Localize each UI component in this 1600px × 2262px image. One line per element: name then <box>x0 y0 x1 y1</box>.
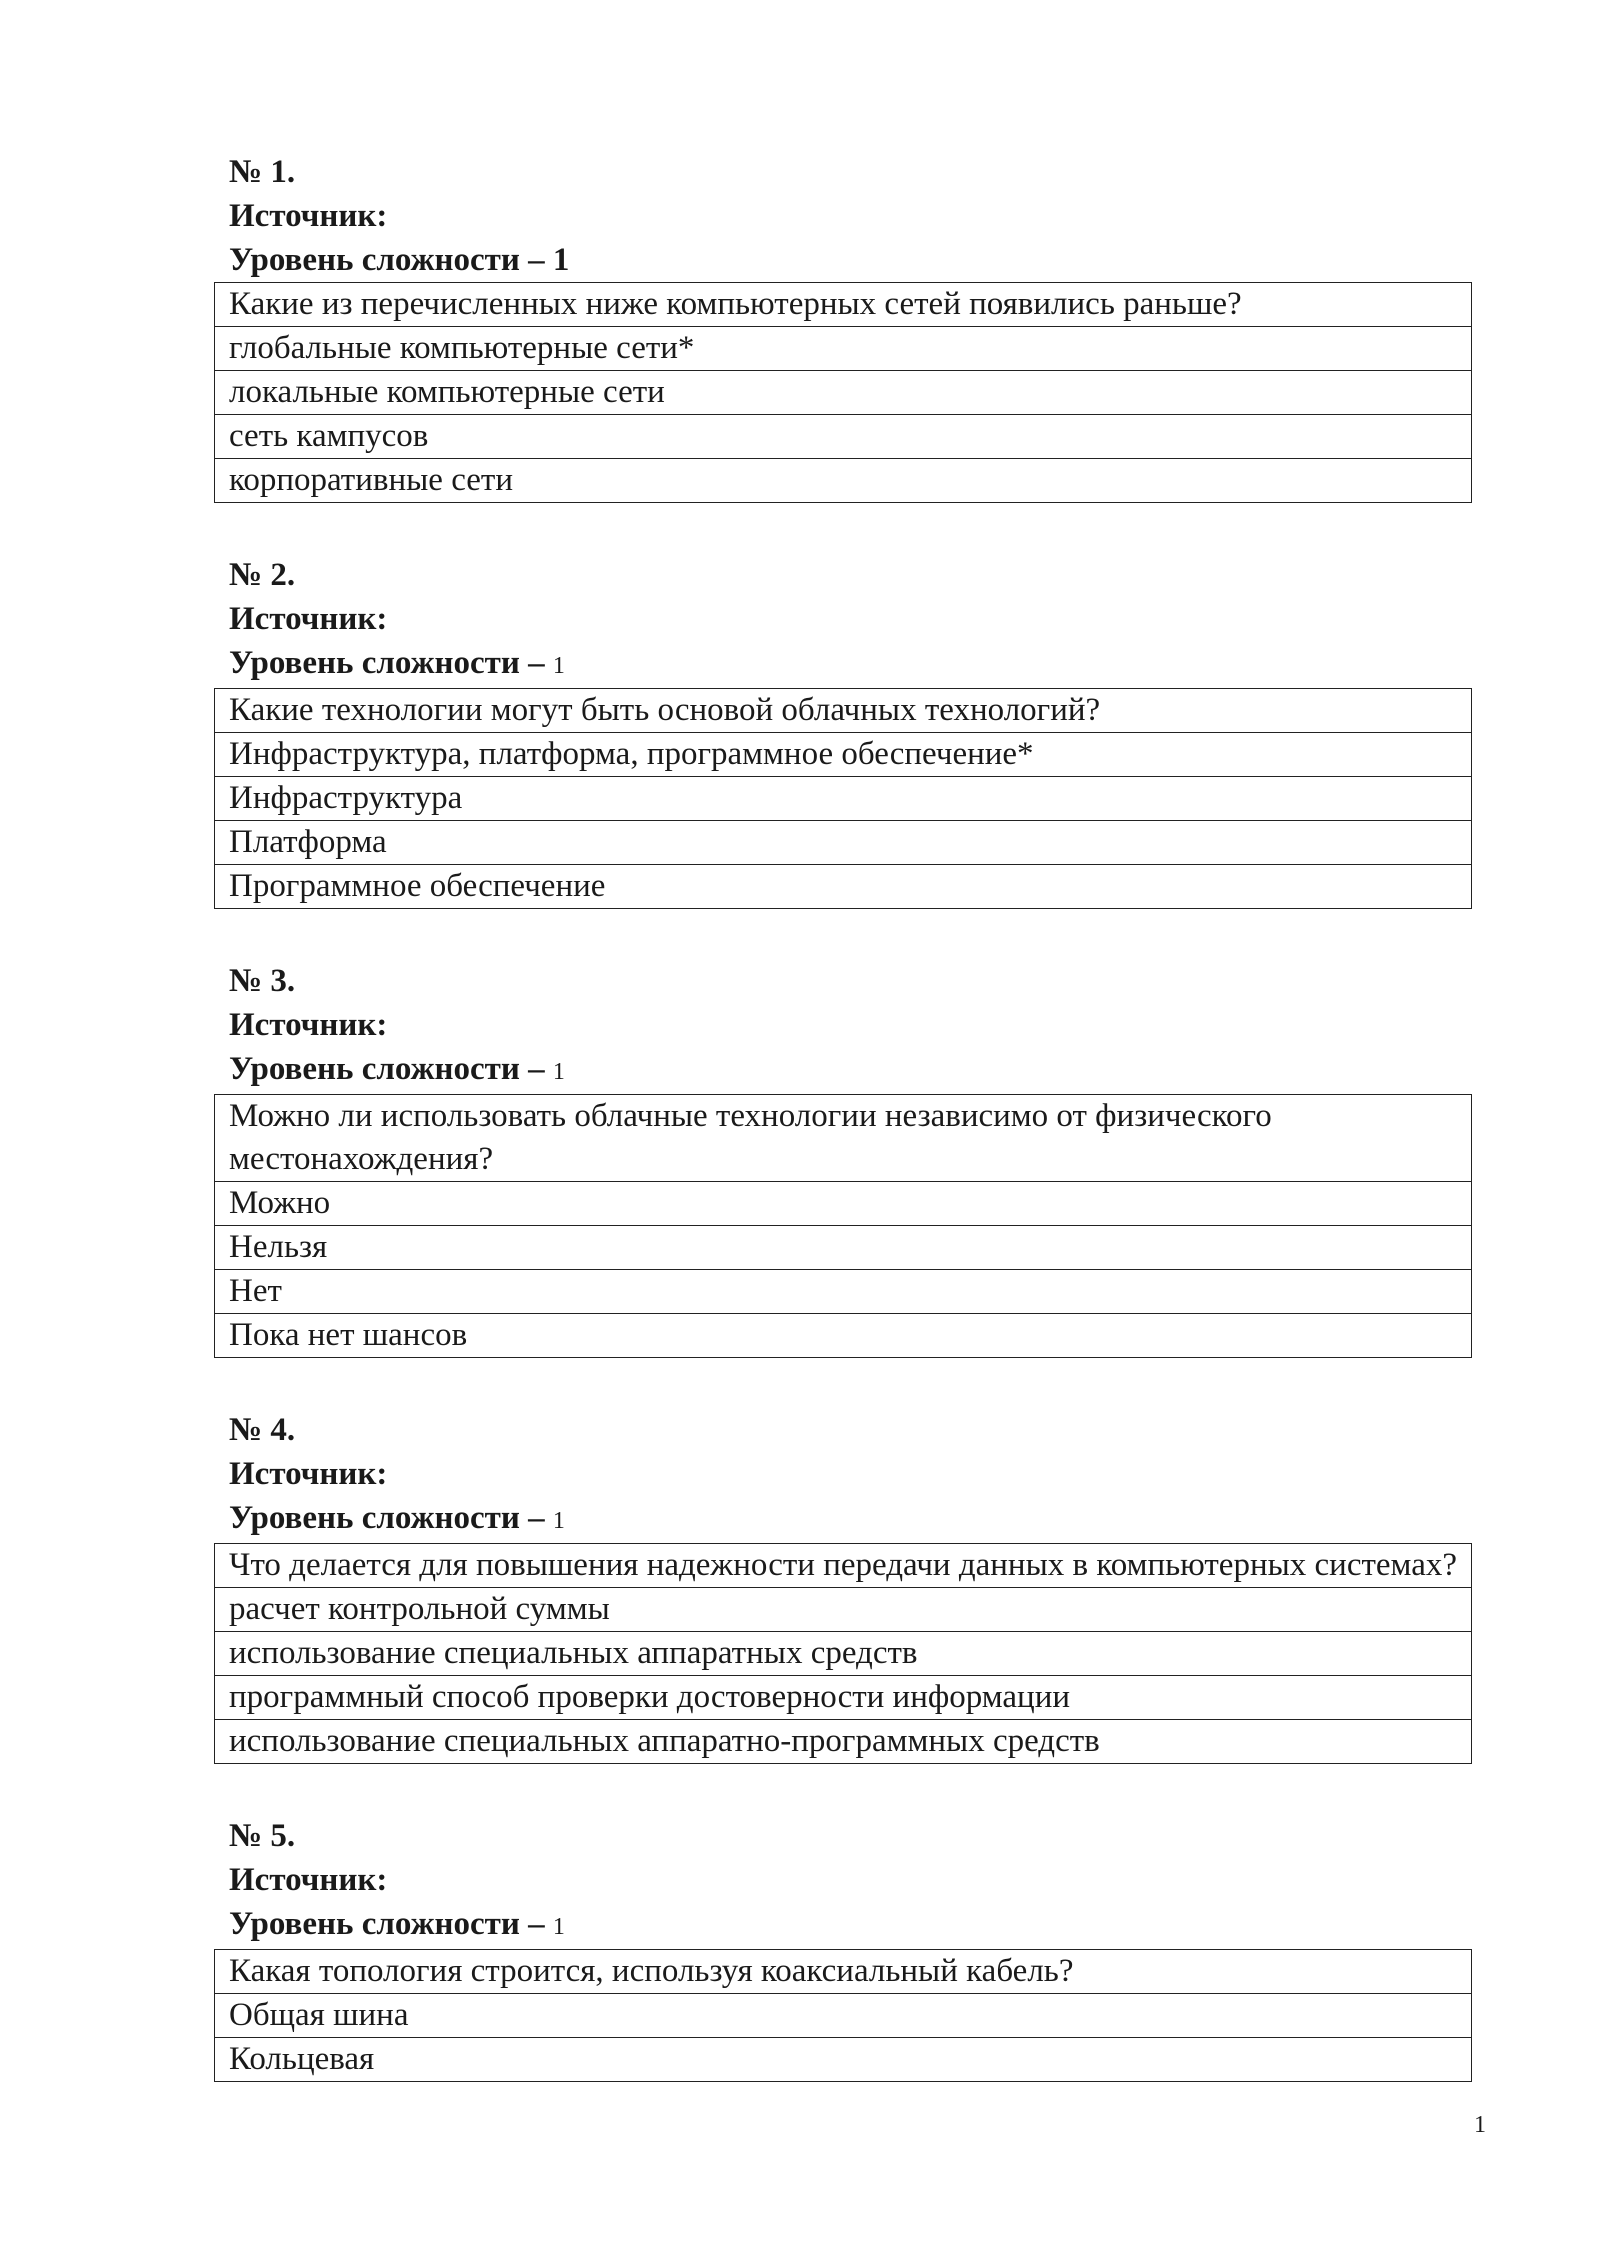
question-block <box>214 1814 1472 2082</box>
table-row-answer <box>215 1588 1472 1632</box>
question-table <box>214 282 1472 503</box>
answer-option: использование специальных аппаратных средств <box>215 1632 1472 1676</box>
answer-option: использование специальных аппаратно-программных средств <box>215 1720 1472 1764</box>
question-source-label: Источник: <box>229 601 388 637</box>
question-source-label: Источник: <box>229 1456 388 1492</box>
question-table <box>214 1949 1472 2082</box>
question-text: Можно ли использовать облачные технологии независимо от физического местонахождения? <box>215 1095 1472 1182</box>
table-row-question <box>215 1095 1472 1182</box>
question-text: Какая топология строится, используя коаксиальный кабель? <box>215 1950 1472 1994</box>
question-text: Что делается для повышения надежности передачи данных в компьютерных системах? <box>215 1544 1472 1588</box>
table-row-answer <box>215 1676 1472 1720</box>
question-level-line <box>214 238 1472 282</box>
level-value: 1 <box>552 653 565 679</box>
level-value: 1 <box>552 1914 565 1940</box>
table-row-answer <box>215 2038 1472 2082</box>
question-table <box>214 1094 1472 1358</box>
answer-option: Нет <box>215 1270 1472 1314</box>
table-row-answer <box>215 1632 1472 1676</box>
question-number: № 5. <box>229 1818 296 1854</box>
answer-option: программный способ проверки достоверности информации <box>215 1676 1472 1720</box>
table-row-answer <box>215 415 1472 459</box>
level-value: 1 <box>552 1508 565 1534</box>
answer-option: Можно <box>215 1182 1472 1226</box>
question-table <box>214 688 1472 909</box>
question-number: № 3. <box>229 963 296 999</box>
answer-option: Общая шина <box>215 1994 1472 2038</box>
answer-option: Пока нет шансов <box>215 1314 1472 1358</box>
table-row-answer <box>215 1720 1472 1764</box>
question-level-line <box>214 1902 1472 1949</box>
question-number: № 2. <box>229 557 296 593</box>
level-label: Уровень сложности – <box>229 242 545 278</box>
table-row-question <box>215 283 1472 327</box>
question-source-label: Источник: <box>229 198 388 234</box>
table-row-answer <box>215 1226 1472 1270</box>
answer-option: Платформа <box>215 821 1472 865</box>
question-block <box>214 553 1472 909</box>
answer-option: корпоративные сети <box>215 459 1472 503</box>
answer-option: глобальные компьютерные сети* <box>215 327 1472 371</box>
answer-option: Инфраструктура, платформа, программное обеспечение* <box>215 733 1472 777</box>
question-table <box>214 1543 1472 1764</box>
table-row-question <box>215 689 1472 733</box>
level-value: 1 <box>552 1059 565 1085</box>
level-label: Уровень сложности – <box>229 1906 545 1942</box>
table-row-answer <box>215 1270 1472 1314</box>
level-label: Уровень сложности – <box>229 645 545 681</box>
answer-option: расчет контрольной суммы <box>215 1588 1472 1632</box>
question-number: № 1. <box>229 154 296 190</box>
question-text: Какие из перечисленных ниже компьютерных сетей появились раньше? <box>215 283 1472 327</box>
question-block <box>214 1408 1472 1764</box>
question-block <box>214 150 1472 503</box>
table-row-answer <box>215 1182 1472 1226</box>
question-level-line <box>214 1496 1472 1543</box>
question-block <box>214 959 1472 1358</box>
table-row-answer <box>215 327 1472 371</box>
answer-option: сеть кампусов <box>215 415 1472 459</box>
table-row-answer <box>215 865 1472 909</box>
table-row-answer <box>215 459 1472 503</box>
question-source-label: Источник: <box>229 1007 388 1043</box>
table-row-answer <box>215 371 1472 415</box>
document-content <box>214 150 1472 2132</box>
table-row-answer <box>215 1314 1472 1358</box>
question-level-line <box>214 1047 1472 1094</box>
answer-option: Нельзя <box>215 1226 1472 1270</box>
table-row-question <box>215 1544 1472 1588</box>
level-label: Уровень сложности – <box>229 1051 545 1087</box>
table-row-answer <box>215 1994 1472 2038</box>
level-value: 1 <box>552 242 570 278</box>
answer-option: Инфраструктура <box>215 777 1472 821</box>
question-source-label: Источник: <box>229 1862 388 1898</box>
table-row-answer <box>215 777 1472 821</box>
level-label: Уровень сложности – <box>229 1500 545 1536</box>
answer-option: локальные компьютерные сети <box>215 371 1472 415</box>
question-number: № 4. <box>229 1412 296 1448</box>
page-number: 1 <box>1474 2112 1486 2138</box>
answer-option: Программное обеспечение <box>215 865 1472 909</box>
table-row-answer <box>215 733 1472 777</box>
answer-option: Кольцевая <box>215 2038 1472 2082</box>
table-row-answer <box>215 821 1472 865</box>
table-row-question <box>215 1950 1472 1994</box>
question-level-line <box>214 641 1472 688</box>
question-text: Какие технологии могут быть основой облачных технологий? <box>215 689 1472 733</box>
